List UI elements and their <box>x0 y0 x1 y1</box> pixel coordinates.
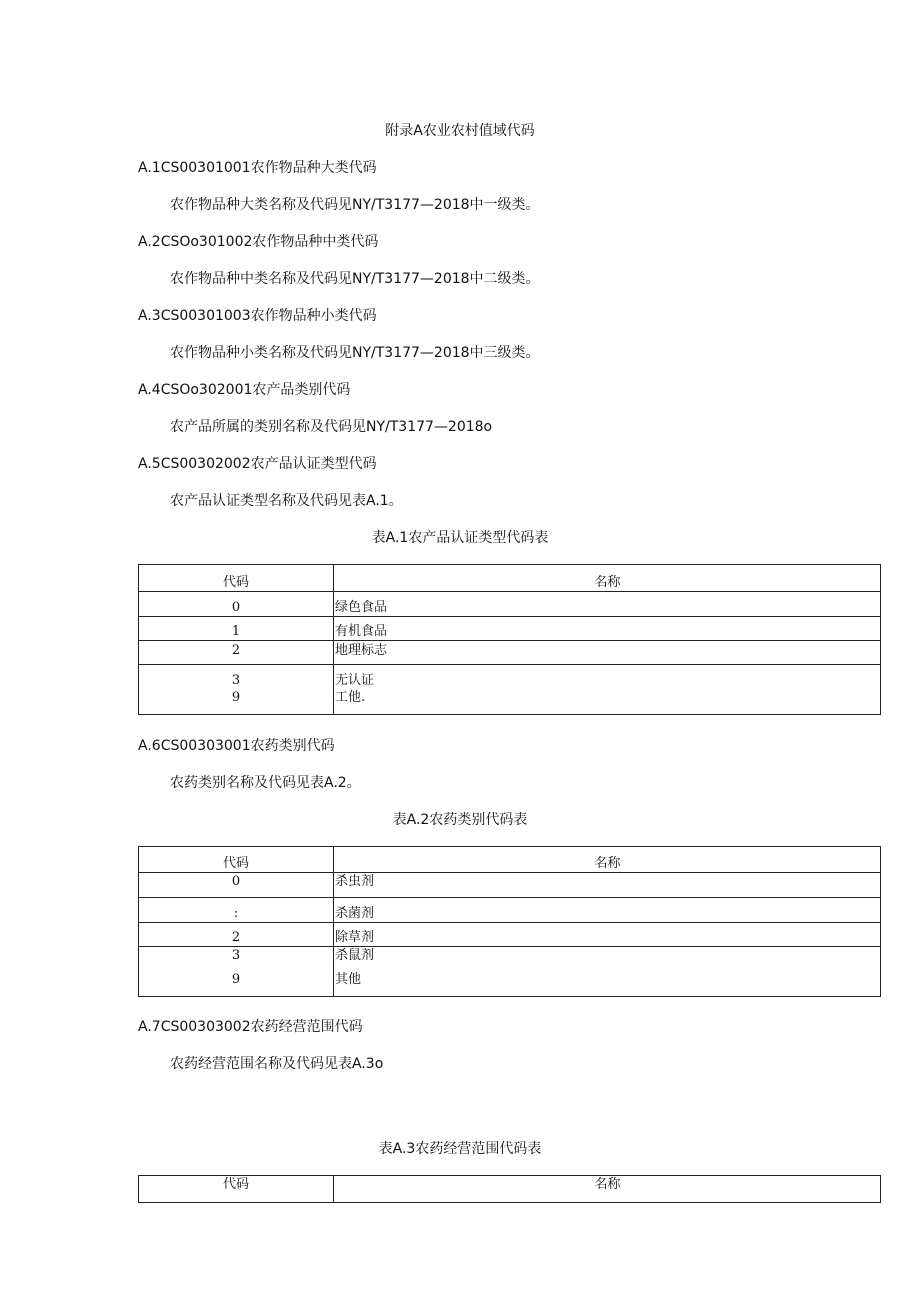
row-name: 有机食品 <box>334 617 881 641</box>
row-code: 9 <box>231 690 241 705</box>
row-code: 0 <box>139 873 334 898</box>
section-body-a6: 农药类别名称及代码见表A.2。 <box>170 775 361 791</box>
row-name: 地理标志 <box>334 641 881 665</box>
row-code: 1 <box>139 617 334 641</box>
row-code: 3 <box>231 948 241 963</box>
row-name: 除草剂 <box>334 923 881 947</box>
row-code: 0 <box>139 592 334 617</box>
header-name: 名称 <box>334 847 881 873</box>
section-heading-a5: A.5CS00302002农产品认证类型代码 <box>138 456 377 472</box>
appendix-title: 附录A农业农村值域代码 <box>385 123 535 139</box>
table-header-row <box>139 565 881 592</box>
row-name: 绿色食品 <box>334 592 881 617</box>
row-name: 工他. <box>335 690 366 705</box>
row-name: 无认证 <box>335 673 375 688</box>
table-a2-caption: 表A.2农药类别代码表 <box>392 812 528 828</box>
table-a1-caption: 表A.1农产品认证类型代码表 <box>371 530 549 546</box>
header-code: 代码 <box>139 1176 334 1203</box>
row-code: : <box>139 898 334 923</box>
table-header-row <box>139 1176 881 1203</box>
section-body-a7: 农药经营范围名称及代码见表A.3o <box>170 1056 384 1072</box>
header-name: 名称 <box>334 1176 881 1203</box>
row-name: 杀鼠剂 <box>335 948 375 963</box>
section-heading-a2: A.2CSOo301002农作物品种中类代码 <box>138 234 379 250</box>
row-code: 2 <box>139 923 334 947</box>
table-row <box>139 947 881 997</box>
table-row <box>139 641 881 665</box>
row-name: 其他 <box>335 972 362 987</box>
section-heading-a3: A.3CS00301003农作物品种小类代码 <box>138 308 377 324</box>
section-body-a1: 农作物品种大类名称及代码见NY/T3177—2018中一级类。 <box>170 197 540 213</box>
section-heading-a4: A.4CSOo302001农产品类别代码 <box>138 382 351 398</box>
table-a3-caption: 表A.3农药经营范围代码表 <box>378 1141 542 1157</box>
row-name: 杀虫剂 <box>334 873 881 898</box>
section-heading-a7: A.7CS00303002农药经营范围代码 <box>138 1019 363 1035</box>
section-body-a4: 农产品所属的类别名称及代码见NY/T3177—2018o <box>170 419 493 435</box>
section-heading-a1: A.1CS00301001农作物品种大类代码 <box>138 160 377 176</box>
row-code: 9 <box>231 972 241 987</box>
table-header-row <box>139 847 881 873</box>
table-row <box>139 665 881 715</box>
row-code: 2 <box>139 641 334 665</box>
table-row <box>139 898 881 923</box>
header-code: 代码 <box>139 847 334 873</box>
table-row <box>139 873 881 898</box>
table-a2 <box>138 846 881 997</box>
table-a1 <box>138 564 881 715</box>
table-row <box>139 617 881 641</box>
table-row <box>139 592 881 617</box>
row-code: 3 <box>231 673 241 688</box>
section-body-a5: 农产品认证类型名称及代码见表A.1。 <box>170 493 403 509</box>
table-row <box>139 923 881 947</box>
header-name: 名称 <box>334 565 881 592</box>
section-body-a2: 农作物品种中类名称及代码见NY/T3177—2018中二级类。 <box>170 271 540 287</box>
section-heading-a6: A.6CS00303001农药类别代码 <box>138 738 335 754</box>
header-code: 代码 <box>139 565 334 592</box>
table-a3 <box>138 1175 881 1203</box>
section-body-a3: 农作物品种小类名称及代码见NY/T3177—2018中三级类。 <box>170 345 540 361</box>
row-name: 杀菌剂 <box>334 898 881 923</box>
